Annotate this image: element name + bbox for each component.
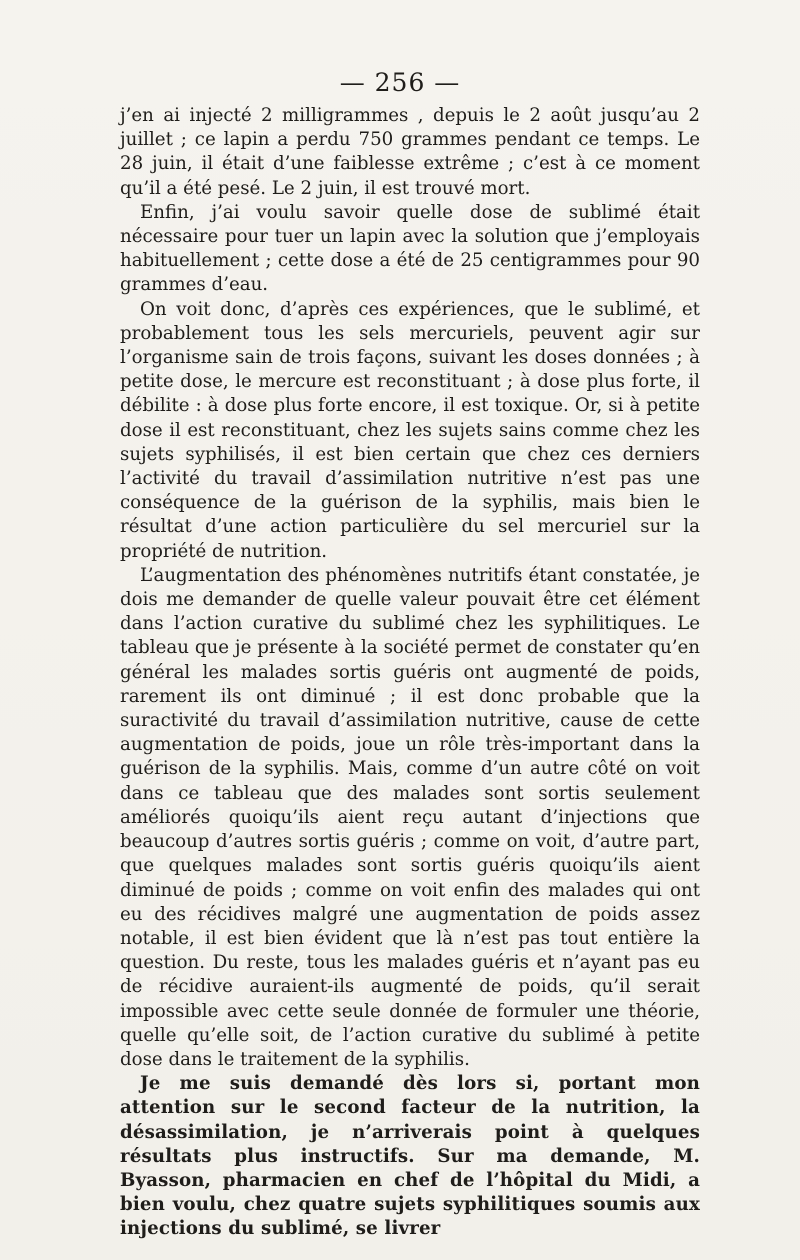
paragraph-5: Je me suis demandé dès lors si, portant mon attention sur le second facteur de la nutrition, la désassimilation, je n’arriverais point à quelques résultats plus instructifs. Sur ma demande, M. Byasson, pharmacien en chef de l’hôpital du Midi, a bien voulu, chez quatre sujets syphilitiques soumis aux injections du sublimé, se livrer [120, 1073, 700, 1240]
page-number: — 256 — [339, 68, 461, 97]
paragraph-3: On voit donc, d’après ces expériences, que le sublimé, et probablement tous les sels mercuriels, peuvent agir sur l’organisme sain de trois façons, suivant les doses données ; à petite dose, le mercure est reconstituant ; à dose plus forte, il débilite : à dose plus forte encore, il est toxique. Or, si à petite dose il est reconstituant, chez les sujets sains comme chez les sujets syphilisés, il est bien certain que chez ces derniers l’activité du travail d’assimilation nutritive n’est pas une conséquence de la guérison de la syphilis, mais bien le résultat d’une action particulière du sel mercuriel sur la propriété de nutrition. [120, 298, 700, 562]
paragraph-4: L’augmentation des phénomènes nutritifs étant constatée, je dois me demander de quelle valeur pouvait être cet élément dans l’action curative du sublimé chez les syphilitiques. Le tableau que je présente à la société permet de constater qu’en général les malades sortis guéris ont augmenté de poids, rarement ils ont diminué ; il est donc probable que la suractivité du travail d’assimilation nutritive, cause de cette augmentation de poids, joue un rôle très-important dans la guérison de la syphilis. Mais, comme d’un autre côté on voit dans ce tableau que des malades sont sortis seulement améliorés quoiqu’ils aient reçu autant d’injections que beaucoup d’autres sortis guéris ; comme on voit, d’autre part, que quelques malades sont sortis guéris quoiqu’ils aient diminué de poids ; comme on voit enfin des malades qui ont eu des récidives malgré une augmentation de poids assez notable, il est bien évident que là n’est pas tout entière la question. Du reste, tous les malades guéris et n’ayant pas eu de récidive auraient-ils augmenté de poids, qu’il serait impossible avec cette seule donnée de formuler une théorie, quelle qu’elle soit, de l’action curative du sublimé à petite dose dans le traitement de la syphilis. [120, 564, 700, 1070]
main-text-block [120, 104, 700, 1242]
paragraph-2: Enfin, j’ai voulu savoir quelle dose de sublimé était nécessaire pour tuer un lapin avec la solution que j’employais habituellement ; cette dose a été de 25 centigrammes pour 90 grammes d’eau. [120, 201, 700, 296]
paragraph-1: j’en ai injecté 2 milligrammes , depuis le 2 août jusqu’au 2 juillet ; ce lapin a perdu 750 grammes pendant ce temps. Le 28 juin, il était d’une faiblesse extrême ; c’est à ce moment qu’il a été pesé. Le 2 juin, il est trouvé mort. [120, 105, 700, 199]
